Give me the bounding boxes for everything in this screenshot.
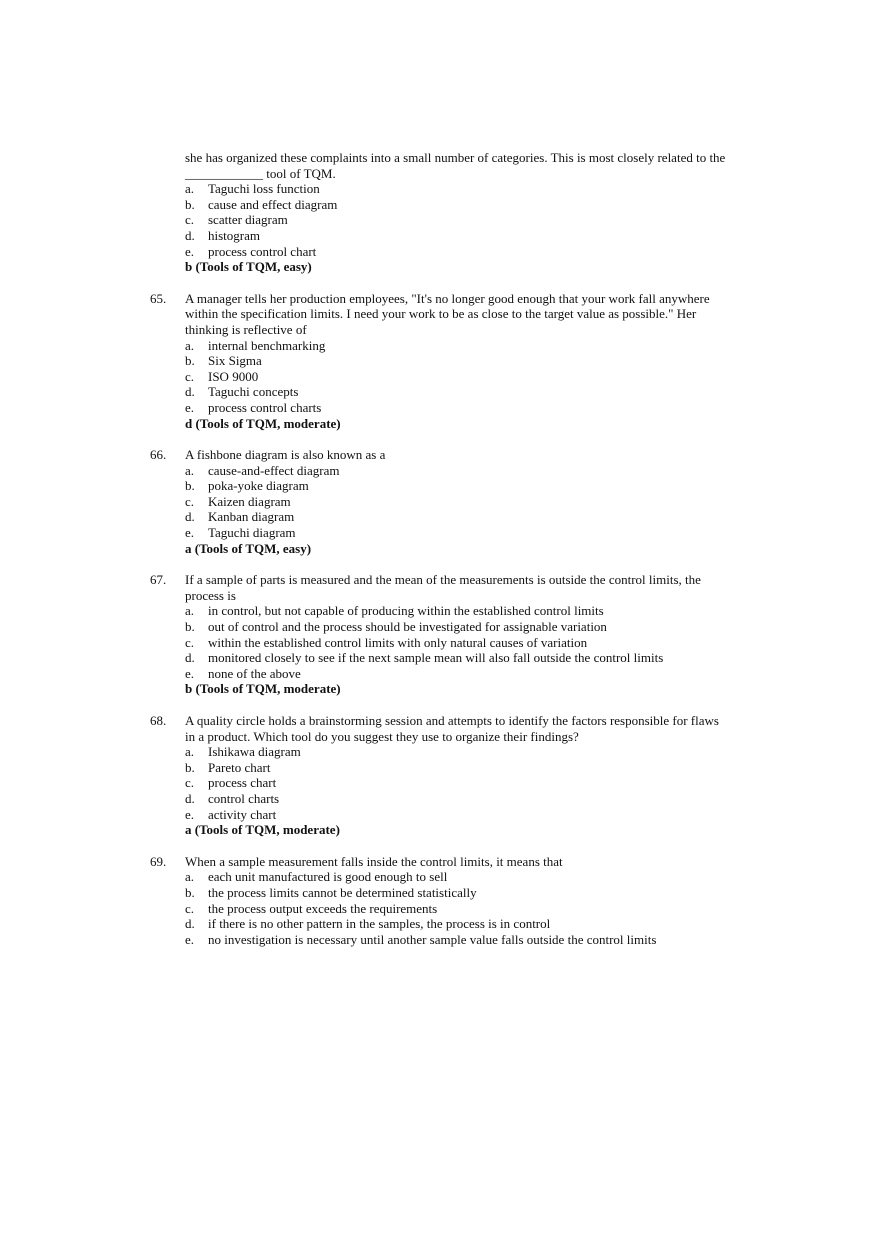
option-text: no investigation is necessary until another sample value falls outside the control limits (208, 931, 657, 947)
question-number: 69. (150, 853, 167, 869)
answer-option (185, 228, 730, 244)
option-text: Pareto chart (208, 759, 271, 775)
option-letter: c. (185, 900, 195, 916)
option-letter: c. (185, 368, 195, 384)
answer-key: b (Tools of TQM, moderate) (185, 681, 341, 697)
option-text: poka-yoke diagram (208, 478, 309, 494)
answer-option (185, 760, 730, 776)
answer-option (185, 494, 730, 510)
question-text: A manager tells her production employees, "It's no longer good enough that your work fall anywhere within the specification limits. I need your work to be as close to the target value as possible." Her thinking is reflective of (185, 290, 710, 337)
option-text: if there is no other pattern in the samples, the process is in control (208, 916, 551, 932)
question-block (150, 447, 730, 556)
option-letter: e. (185, 665, 195, 681)
option-text: control charts (208, 790, 280, 806)
option-letter: b. (185, 884, 195, 900)
option-letter: d. (185, 650, 195, 666)
answer-options (185, 603, 730, 681)
answer-key: b (Tools of TQM, easy) (185, 259, 312, 275)
question-number: 67. (150, 572, 167, 588)
option-letter: a. (185, 744, 195, 760)
option-letter: b. (185, 196, 195, 212)
option-text: each unit manufactured is good enough to sell (208, 869, 448, 885)
option-letter: b. (185, 478, 195, 494)
option-text: the process output exceeds the requirements (208, 900, 438, 916)
option-letter: a. (185, 181, 195, 197)
question-list (150, 150, 730, 963)
answer-option (185, 181, 730, 197)
question-text: When a sample measurement falls inside the control limits, it means that (185, 853, 563, 869)
answer-option (185, 619, 730, 635)
answer-options (185, 869, 730, 947)
option-letter: e. (185, 399, 195, 415)
option-letter: a. (185, 337, 195, 353)
option-letter: d. (185, 916, 195, 932)
option-letter: d. (185, 509, 195, 525)
answer-option (185, 603, 730, 619)
answer-option (185, 744, 730, 760)
answer-option (185, 384, 730, 400)
answer-option (185, 807, 730, 823)
answer-option (185, 650, 730, 666)
option-text: Kaizen diagram (208, 493, 291, 509)
answer-option (185, 244, 730, 260)
question-text: A fishbone diagram is also known as a (185, 447, 386, 463)
option-text: scatter diagram (208, 212, 288, 228)
option-letter: d. (185, 227, 195, 243)
answer-key: a (Tools of TQM, moderate) (185, 822, 340, 838)
option-text: in control, but not capable of producing within the established control limits (208, 603, 604, 619)
answer-option (185, 509, 730, 525)
option-letter: a. (185, 869, 195, 885)
question-text: If a sample of parts is measured and the mean of the measurements is outside the control limits, the process is (185, 572, 701, 603)
option-text: activity chart (208, 806, 277, 822)
answer-option (185, 400, 730, 416)
answer-option (185, 666, 730, 682)
answer-option (185, 791, 730, 807)
answer-option (185, 478, 730, 494)
answer-option (185, 525, 730, 541)
option-text: Taguchi loss function (208, 181, 320, 197)
answer-option (185, 885, 730, 901)
option-letter: b. (185, 759, 195, 775)
option-letter: c. (185, 493, 195, 509)
option-letter: a. (185, 603, 195, 619)
option-letter: e. (185, 525, 195, 541)
answer-option (185, 369, 730, 385)
option-text: Ishikawa diagram (208, 744, 301, 760)
answer-option (185, 916, 730, 932)
option-letter: e. (185, 806, 195, 822)
question-block (150, 150, 730, 275)
option-text: cause-and-effect diagram (208, 462, 340, 478)
option-text: Six Sigma (208, 353, 262, 369)
answer-key: a (Tools of TQM, easy) (185, 540, 312, 556)
option-letter: c. (185, 775, 195, 791)
answer-option (185, 901, 730, 917)
option-text: the process limits cannot be determined statistically (208, 884, 477, 900)
option-letter: b. (185, 353, 195, 369)
option-text: monitored closely to see if the next sample mean will also fall outside the control limits (208, 650, 664, 666)
option-letter: e. (185, 931, 195, 947)
option-letter: b. (185, 619, 195, 635)
answer-options (185, 463, 730, 541)
answer-key: d (Tools of TQM, moderate) (185, 415, 341, 431)
question-block (150, 854, 730, 948)
answer-option (185, 338, 730, 354)
option-text: ISO 9000 (208, 368, 259, 384)
option-text: none of the above (208, 665, 301, 681)
option-letter: c. (185, 212, 195, 228)
option-letter: c. (185, 634, 195, 650)
question-number: 66. (150, 447, 167, 463)
option-text: internal benchmarking (208, 337, 326, 353)
answer-option (185, 212, 730, 228)
option-text: cause and effect diagram (208, 196, 338, 212)
question-text: she has organized these complaints into a small number of categories. This is most closely related to the ____________ tool of TQM. (185, 150, 726, 181)
option-text: Taguchi concepts (208, 384, 299, 400)
option-text: process control charts (208, 399, 322, 415)
question-block (150, 572, 730, 697)
option-letter: a. (185, 462, 195, 478)
answer-options (185, 338, 730, 416)
option-text: within the established control limits with only natural causes of variation (208, 634, 588, 650)
option-letter: e. (185, 243, 195, 259)
answer-option (185, 353, 730, 369)
option-text: process chart (208, 775, 277, 791)
option-letter: d. (185, 790, 195, 806)
option-text: histogram (208, 227, 260, 243)
question-block (150, 713, 730, 838)
answer-option (185, 635, 730, 651)
option-text: process control chart (208, 243, 317, 259)
answer-option (185, 932, 730, 948)
answer-option (185, 869, 730, 885)
question-text: A quality circle holds a brainstorming session and attempts to identify the factors responsible for flaws in a product. Which tool do you suggest they use to organize their findings? (185, 713, 719, 744)
answer-options (185, 744, 730, 822)
answer-options (185, 181, 730, 259)
answer-option (185, 775, 730, 791)
question-block (150, 291, 730, 431)
question-number: 65. (150, 290, 167, 306)
question-number: 68. (150, 713, 167, 728)
option-letter: d. (185, 384, 195, 400)
option-text: Kanban diagram (208, 509, 295, 525)
answer-option (185, 197, 730, 213)
option-text: out of control and the process should be investigated for assignable variation (208, 619, 607, 635)
answer-option (185, 463, 730, 479)
option-text: Taguchi diagram (208, 525, 296, 541)
